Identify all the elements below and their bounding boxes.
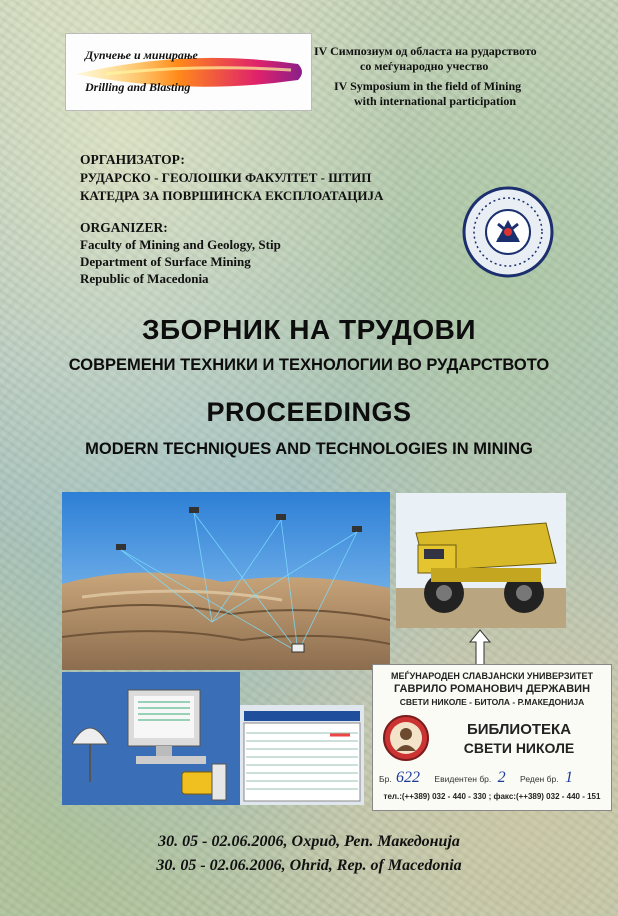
symposium-en-line2: with international participation xyxy=(354,94,517,108)
logo-caption-mk: Дупчење и минирање xyxy=(85,48,198,62)
proceedings-subtitle-en: MODERN TECHNIQUES AND TECHNOLOGIES IN MINING xyxy=(85,440,533,458)
organizer-mk-line2: КАТЕДРА ЗА ПОВРШИНСКА ЕКСПЛОАТАЦИЈА xyxy=(80,188,384,203)
stamp-location-line: СВЕТИ НИКОЛЕ - БИТОЛА - Р.МАКЕДОНИЈА xyxy=(399,697,585,707)
up-arrow-icon xyxy=(468,628,492,668)
proceedings-title-mk: ЗБОРНИК НА ТРУДОВИ xyxy=(141,314,477,345)
stamp-phone-line: тел.:(++389) 032 - 440 - 330 ; факс:(++389) 032 - 440 - 151 xyxy=(383,792,601,801)
stamp-evid-label: Евидентен бр. xyxy=(434,774,492,784)
organizer-mk-heading: ОРГАНИЗАТОР: xyxy=(80,152,185,167)
stamp-library-title: БИБЛИОТЕКА xyxy=(466,721,572,738)
gps-mine-illustration xyxy=(62,492,390,670)
symposium-mk-line2: со меѓународно учество xyxy=(360,59,489,73)
organizer-mk-line1: РУДАРСКО - ГЕОЛОШКИ ФАКУЛТЕТ - ШТИП xyxy=(80,170,372,185)
university-seal-icon xyxy=(462,186,554,278)
organizer-en-line2: Department of Surface Mining xyxy=(80,254,251,269)
portrait-medallion-icon xyxy=(383,715,429,761)
stamp-evid-value: 2 xyxy=(497,769,506,786)
stamp-university-name: ГАВРИЛО РОМАНОВИЧ ДЕРЖАВИН xyxy=(393,683,591,695)
software-screenshot xyxy=(240,705,364,805)
flame-emblem-icon xyxy=(66,34,311,110)
event-dates-en: 30. 05 - 02.06.2006, Ohrid, Rep. of Macedonia xyxy=(156,857,462,874)
stamp-br-value: 622 xyxy=(396,769,421,786)
symposium-mk-line1: IV Симпозиум од областа на рударството xyxy=(314,44,537,58)
stamp-red-label: Реден бр. xyxy=(520,774,559,784)
stamp-red-value: 1 xyxy=(564,769,573,786)
stamp-br-label: Бр. xyxy=(379,774,392,784)
organizer-en-line1: Faculty of Mining and Geology, Stip xyxy=(80,237,281,252)
symposium-en-line1: IV Symposium in the field of Mining xyxy=(334,79,522,93)
proceedings-subtitle-mk: СОВРЕМЕНИ ТЕХНИКИ И ТЕХНОЛОГИИ ВО РУДАРСТВОТО xyxy=(68,356,550,374)
proceedings-title-en: PROCEEDINGS xyxy=(206,397,412,427)
library-stamp xyxy=(372,664,612,811)
stamp-university-line: МЕЃУНАРОДЕН СЛАВЈАНСКИ УНИВЕРЗИТЕТ xyxy=(391,671,593,681)
drilling-blasting-logo xyxy=(65,33,312,111)
haul-truck-photo xyxy=(396,493,566,628)
gps-equipment-photo xyxy=(62,672,240,805)
organizer-en-line3: Republic of Macedonia xyxy=(80,271,209,286)
logo-caption-en: Drilling and Blasting xyxy=(85,80,191,94)
organizer-en-heading: ORGANIZER: xyxy=(80,220,168,235)
stamp-library-location: СВЕТИ НИКОЛЕ xyxy=(463,740,575,756)
event-dates-mk: 30. 05 - 02.06.2006, Охрид, Реп. Македонија xyxy=(158,833,460,850)
